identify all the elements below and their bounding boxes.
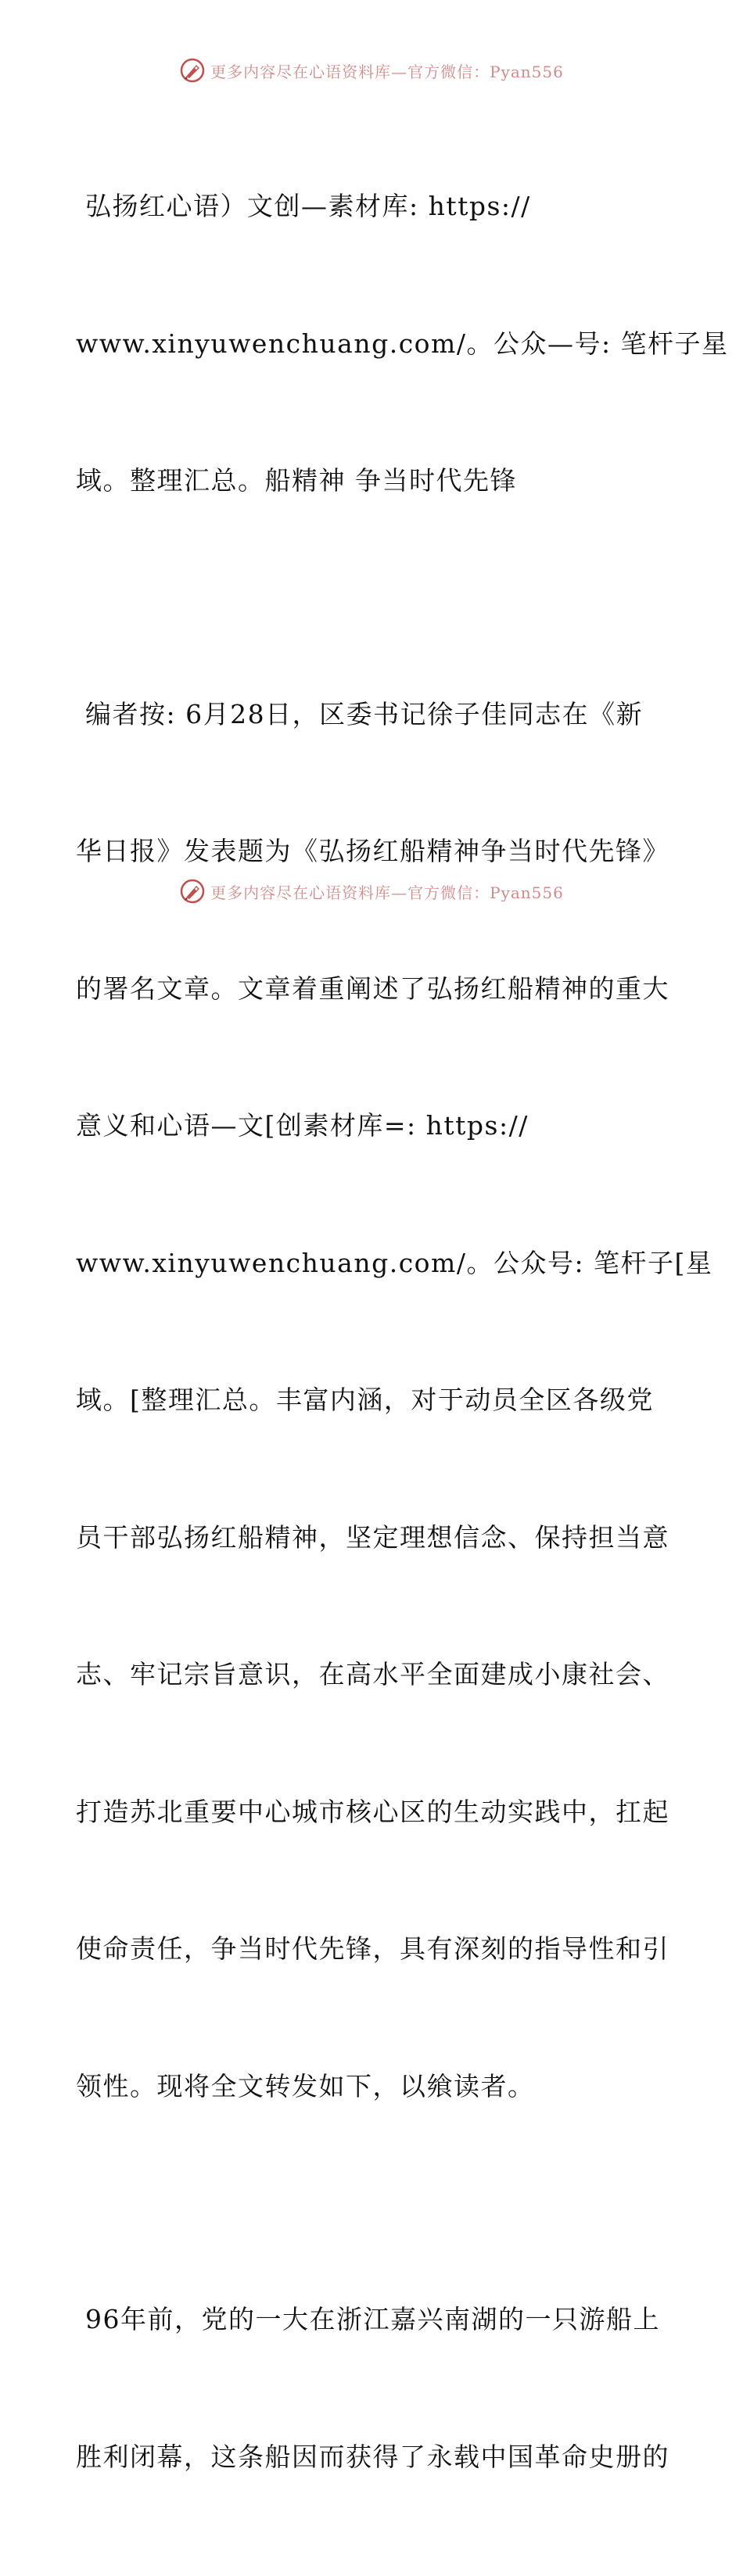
text-line: 领性。现将全文转发如下，以飨读者。: [76, 2070, 535, 2101]
text-line: www.xinyuwenchuang.com/。公众号: 笔杆子[星: [76, 1247, 713, 1278]
banner-text: 更多内容尽在心语资料库—官方微信：Pyan556: [210, 883, 564, 902]
paragraph-body: [76, 2205, 670, 2571]
text-line: 志、牢记宗旨意识，在高水平全面建成小康社会、: [76, 1659, 669, 1689]
text-line: 的署名文章。文章着重阐述了弘扬红船精神的重大: [76, 973, 669, 1004]
text-line: www.xinyuwenchuang.com/。公众—号: 笔杆子星: [76, 328, 729, 359]
text-line: 意义和心语—文[创素材库=: https://: [76, 1110, 529, 1141]
text-line: 打造苏北重要中心城市核心区的生动实践中，扛起: [76, 1796, 669, 1827]
text-line: 96年前，党的一大在浙江嘉兴南湖的一只游船上: [76, 2304, 660, 2334]
footer-banner: [0, 876, 743, 907]
text-line: 编者按: 6月28日，区委书记徐子佳同志在《新: [76, 698, 644, 729]
text-line: 弘扬红心语）文创—素材库: https://: [76, 191, 531, 221]
pen-nib-logo-icon: [179, 878, 206, 905]
document-body: [76, 92, 729, 2576]
paragraph-editor-note: [76, 600, 713, 2202]
text-line: 使命责任，争当时代先锋，具有深刻的指导性和引: [76, 1933, 669, 1964]
banner-text: 更多内容尽在心语资料库—官方微信：Pyan556: [210, 62, 564, 81]
pen-nib-logo-icon: [179, 57, 206, 84]
text-line: 胜利闭幕，这条船因而获得了永载中国革命史册的: [76, 2441, 669, 2472]
text-line: 域。整理汇总。船精神 争当时代先锋: [76, 465, 517, 496]
header-banner: [0, 55, 743, 86]
text-line: 华日报》发表题为《弘扬红船精神争当时代先锋》: [76, 836, 669, 866]
text-line: 员干部弘扬红船精神，坚定理想信念、保持担当意: [76, 1521, 669, 1553]
text-line: 域。[整理汇总。丰富内涵，对于动员全区各级党: [76, 1385, 654, 1415]
paragraph-intro: [76, 92, 729, 596]
